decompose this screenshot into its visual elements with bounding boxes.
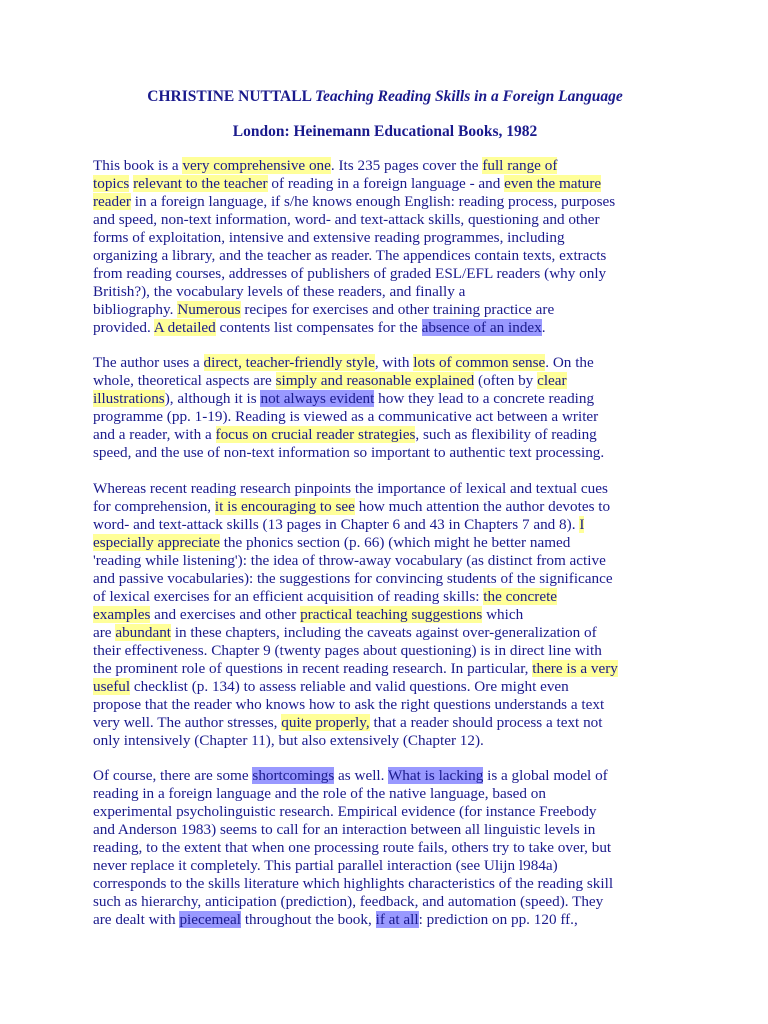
- text-line: [93, 767, 677, 785]
- highlight-yellow: clear: [537, 372, 567, 389]
- highlight-blue: piecemeal: [179, 911, 242, 928]
- text-segment: corresponds to the skills literature which highlights characteristics of the reading skill: [93, 875, 614, 892]
- publication-info: London: Heinemann Educational Books, 1982: [232, 123, 538, 140]
- text-segment: are dealt with: [93, 911, 180, 928]
- text-line: [93, 390, 677, 408]
- text-segment: as well.: [334, 767, 388, 784]
- text-segment: in these chapters, including the caveats against over-generalization of: [171, 624, 597, 641]
- highlight-yellow: illustrations: [93, 390, 165, 407]
- text-segment: only intensively (Chapter 11), but also extensively (Chapter 12).: [93, 732, 484, 749]
- text-line: [93, 265, 677, 283]
- highlight-blue: What is lacking: [387, 767, 484, 784]
- review-heading: [93, 88, 677, 106]
- text-segment: : prediction on pp. 120 ff.,: [418, 911, 578, 928]
- highlight-yellow: the concrete: [483, 588, 558, 605]
- text-segment: organizing a library, and the teacher as reader. The appendices contain texts, extracts: [93, 247, 607, 264]
- text-line: [93, 193, 677, 211]
- text-segment: 'reading while listening'): the idea of throw-away vocabulary (as distinct from active: [93, 552, 606, 569]
- text-line: [93, 606, 677, 624]
- highlight-blue: if at all: [375, 911, 419, 928]
- text-segment: propose that the reader who knows how to ask the right questions understands a text: [93, 696, 605, 713]
- text-segment: whole, theoretical aspects are: [93, 372, 276, 389]
- text-line: [93, 426, 677, 444]
- text-line: [93, 696, 677, 714]
- highlight-yellow: it is encouraging to see: [214, 498, 355, 515]
- highlight-yellow: Numerous: [177, 301, 241, 318]
- text-segment: and a reader, with a: [93, 426, 216, 443]
- text-line: [93, 498, 677, 516]
- text-segment: recipes for exercises and other training practice are: [240, 301, 555, 318]
- text-segment: checklist (p. 134) to assess reliable and valid questions. Ore might even: [130, 678, 569, 695]
- text-segment: that a reader should process a text not: [369, 714, 603, 731]
- text-line: [93, 480, 677, 498]
- text-segment: their effectiveness. Chapter 9 (twenty pages about questioning) is in direct line with: [93, 642, 602, 659]
- highlight-yellow: useful: [93, 678, 131, 695]
- highlight-yellow: there is a very: [532, 660, 618, 677]
- text-segment: forms of exploitation, intensive and extensive reading programmes, including: [93, 229, 565, 246]
- highlight-yellow: topics: [93, 175, 130, 192]
- text-line: [93, 732, 677, 750]
- highlight-yellow: abundant: [115, 624, 172, 641]
- review-paragraph: [93, 157, 677, 337]
- highlight-yellow: quite properly,: [281, 714, 370, 731]
- text-segment: reading, to the extent that when one processing route fails, others try to take over, but: [93, 839, 612, 856]
- highlight-yellow: direct, teacher-friendly style: [203, 354, 375, 371]
- text-segment: contents list compensates for the: [215, 319, 422, 336]
- text-segment: how they lead to a concrete reading: [374, 390, 595, 407]
- review-paragraph: [93, 480, 677, 750]
- text-segment: programme (pp. 1-19). Reading is viewed as a communicative act between a writer: [93, 408, 599, 425]
- text-line: [93, 354, 677, 372]
- text-segment: , such as flexibility of reading: [415, 426, 597, 443]
- text-line: [93, 319, 677, 337]
- text-line: [93, 570, 677, 588]
- text-segment: for comprehension,: [93, 498, 215, 515]
- text-line: [93, 803, 677, 821]
- text-segment: and speed, non-text information, word- and text-attack skills, questioning and other: [93, 211, 600, 228]
- text-line: [93, 893, 677, 911]
- highlight-blue: shortcomings: [252, 767, 335, 784]
- text-segment: how much attention the author devotes to: [354, 498, 611, 515]
- text-line: [93, 660, 677, 678]
- text-line: [93, 875, 677, 893]
- text-segment: of lexical exercises for an efficient acquisition of reading skills:: [93, 588, 484, 605]
- text-segment: reading in a foreign language and the role of the native language, based on: [93, 785, 546, 802]
- text-line: [93, 624, 677, 642]
- text-segment: throughout the book,: [241, 911, 376, 928]
- text-line: [93, 534, 677, 552]
- text-line: [93, 552, 677, 570]
- highlight-yellow: practical teaching suggestions: [300, 606, 483, 623]
- text-segment: of reading in a foreign language - and: [267, 175, 505, 192]
- text-segment: which: [482, 606, 524, 623]
- text-segment: speed, and the use of non-text information so important to authentic text processing.: [93, 444, 605, 461]
- text-segment: the phonics section (p. 66) (which might he better named: [219, 534, 571, 551]
- text-segment: , with: [374, 354, 414, 371]
- text-segment: in a foreign language, if s/he knows enough English: reading process, purposes: [130, 193, 616, 210]
- text-segment: . On the: [545, 354, 594, 371]
- text-segment: (often by: [474, 372, 538, 389]
- text-line: [93, 444, 677, 462]
- text-segment: and exercises and other: [150, 606, 301, 623]
- text-segment: .: [541, 319, 546, 336]
- text-line: [93, 911, 677, 929]
- review-paragraph: [93, 354, 677, 462]
- highlight-yellow: A detailed: [153, 319, 216, 336]
- text-line: [93, 785, 677, 803]
- text-segment: the prominent role of questions in recent reading research. In particular,: [93, 660, 533, 677]
- text-line: [93, 408, 677, 426]
- text-segment: bibliography.: [93, 301, 178, 318]
- text-line: [93, 283, 677, 301]
- highlight-yellow: I: [579, 516, 585, 533]
- text-line: [93, 157, 677, 175]
- text-segment: word- and text-attack skills (13 pages in Chapter 6 and 43 in Chapters 7 and 8).: [93, 516, 580, 533]
- text-line: [93, 516, 677, 534]
- text-segment: very well. The author stresses,: [93, 714, 282, 731]
- text-line: [93, 821, 677, 839]
- text-line: [93, 301, 677, 319]
- text-segment: ), although it is: [164, 390, 261, 407]
- text-segment: The author uses a: [93, 354, 204, 371]
- text-segment: provided.: [93, 319, 154, 336]
- highlight-yellow: very comprehensive one: [182, 157, 331, 174]
- text-line: [93, 678, 677, 696]
- highlight-yellow: reader: [93, 193, 131, 210]
- text-line: [93, 839, 677, 857]
- highlight-yellow: lots of common sense: [413, 354, 546, 371]
- highlight-yellow: relevant to the teacher: [133, 175, 268, 192]
- text-segment: This book is a: [93, 157, 183, 174]
- highlight-yellow: full range of: [482, 157, 558, 174]
- text-line: [93, 175, 677, 193]
- highlight-yellow: examples: [93, 606, 151, 623]
- text-line: [93, 642, 677, 660]
- text-line: [93, 588, 677, 606]
- text-segment: experimental psycholinguistic research. Empirical evidence (for instance Freebody: [93, 803, 597, 820]
- text-line: [93, 211, 677, 229]
- text-segment: Whereas recent reading research pinpoints the importance of lexical and textual cues: [93, 480, 608, 497]
- text-segment: never replace it completely. This partial parallel interaction (see Ulijn l984a): [93, 857, 558, 874]
- highlight-yellow: focus on crucial reader strategies: [215, 426, 416, 443]
- text-segment: . Its 235 pages cover the: [330, 157, 483, 174]
- review-page: [93, 0, 677, 929]
- text-line: [93, 372, 677, 390]
- highlight-yellow: even the mature: [504, 175, 602, 192]
- text-line: [93, 857, 677, 875]
- text-line: [93, 229, 677, 247]
- text-segment: and Anderson 1983) seems to call for an interaction between all linguistic levels in: [93, 821, 596, 838]
- highlight-blue: absence of an index: [421, 319, 542, 336]
- review-paragraph: [93, 767, 677, 929]
- highlight-blue: not always evident: [260, 390, 375, 407]
- text-segment: from reading courses, addresses of publishers of graded ESL/EFL readers (why only: [93, 265, 607, 282]
- text-line: [93, 714, 677, 732]
- highlight-yellow: simply and reasonable explained: [275, 372, 475, 389]
- book-author: CHRISTINE NUTTALL: [147, 88, 312, 105]
- highlight-yellow: especially appreciate: [93, 534, 220, 551]
- text-segment: such as hierarchy, anticipation (prediction), feedback, and automation (speed). They: [93, 893, 604, 910]
- text-segment: British?), the vocabulary levels of these readers, and finally a: [93, 283, 466, 300]
- text-segment: is a global model of: [483, 767, 608, 784]
- text-segment: and passive vocabularies): the suggestions for convincing students of the significance: [93, 570, 613, 587]
- text-segment: Of course, there are some: [93, 767, 253, 784]
- book-title: Teaching Reading Skills in a Foreign Language: [314, 88, 623, 105]
- text-segment: are: [93, 624, 116, 641]
- text-line: [93, 247, 677, 265]
